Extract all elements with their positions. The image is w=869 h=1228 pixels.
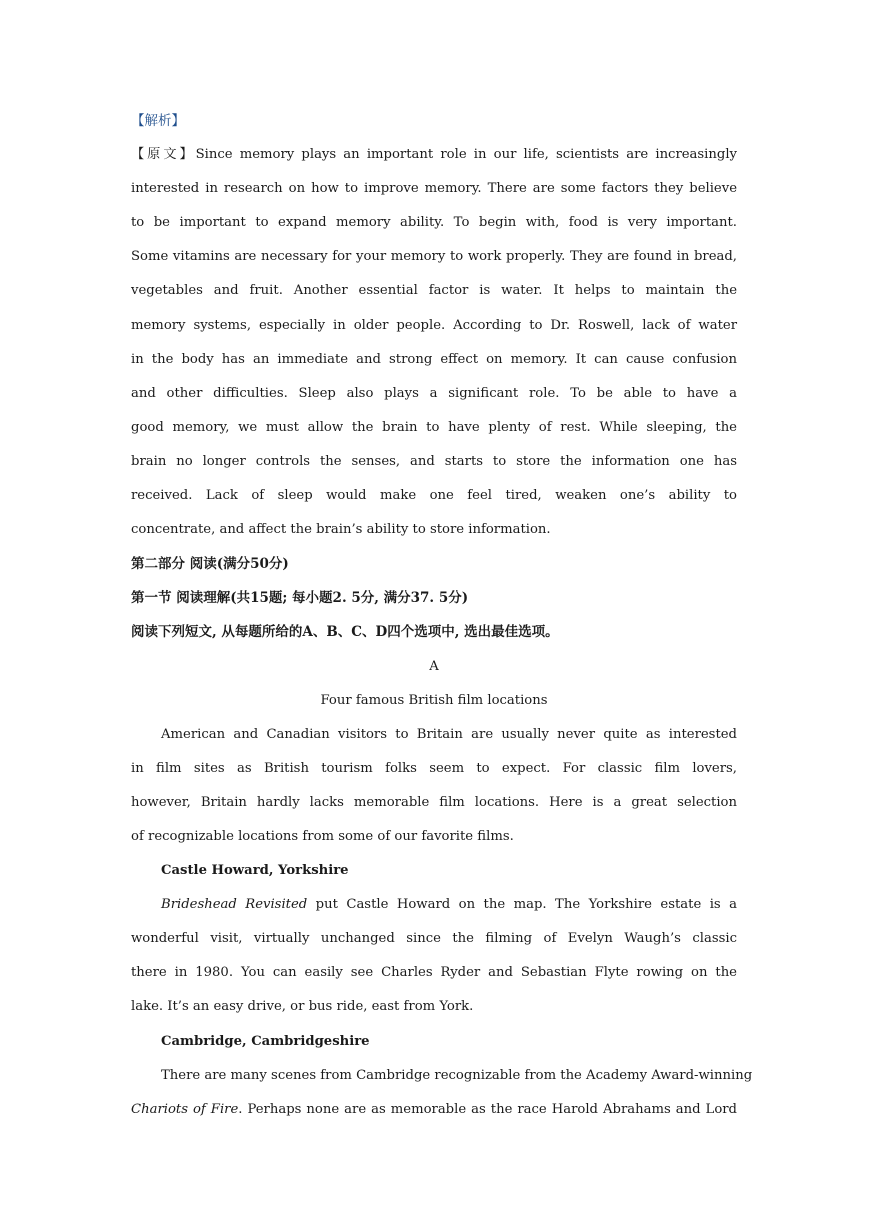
transcript-line: good memory, we must allow the brain to have plenty of rest. While sleeping, the — [131, 419, 737, 435]
location-text-line: There are many scenes from Cambridge recognizable from the Academy Award-winning — [161, 1067, 753, 1083]
transcript-line: brain no longer controls the senses, and starts to store the information one has — [131, 453, 737, 469]
transcript-line: 【原文】Since memory plays an important role in our life, scientists are increasingly — [131, 147, 738, 163]
transcript-line: in the body has an immediate and strong effect on memory. It can cause confusion — [131, 351, 737, 367]
transcript-prefix: 【原文】 — [131, 147, 196, 163]
film-title: Chariots of Fire — [131, 1101, 239, 1117]
film-title: Brideshead Revisited — [161, 897, 308, 913]
transcript-line: concentrate, and affect the brain’s ability to store information. — [131, 522, 551, 538]
location-text-line: there in 1980. You can easily see Charles Ryder and Sebastian Flyte rowing on the — [131, 965, 737, 981]
location-text-line: wonderful visit, virtually unchanged since the filming of Evelyn Waugh’s classic — [131, 931, 737, 947]
transcript-line: Some vitamins are necessary for your memory to work properly. They are found in bread, — [131, 249, 737, 265]
transcript-line: interested in research on how to improve memory. There are some factors they believe — [131, 181, 737, 197]
transcript-line: received. Lack of sleep would make one feel tired, weaken one’s ability to — [131, 488, 737, 504]
transcript-line: to be important to expand memory ability. To begin with, food is very important. — [131, 215, 737, 231]
location-heading-cambridge: Cambridge, Cambridgeshire — [161, 1033, 370, 1049]
location-heading-castle-howard: Castle Howard, Yorkshire — [161, 863, 349, 879]
section-one-title: 第一节 阅读理解(共15题; 每小题2. 5分, 满分37. 5分) — [131, 590, 469, 607]
document-page — [131, 104, 753, 1127]
part-two-title: 第二部分 阅读(满分50分) — [131, 556, 289, 573]
passage-intro-line: American and Canadian visitors to Britain are usually never quite as interested — [161, 726, 737, 742]
location-text-line: Brideshead Revisited put Castle Howard on the map. The Yorkshire estate is a — [161, 897, 737, 913]
reading-instruction: 阅读下列短文, 从每题所给的A、B、C、D四个选项中, 选出最佳选项。 — [131, 624, 559, 641]
transcript-line: and other difficulties. Sleep also plays a significant role. To be able to have a — [131, 385, 737, 401]
passage-intro-line: of recognizable locations from some of our favorite films. — [131, 828, 514, 844]
location-text-line: Chariots of Fire. Perhaps none are as memorable as the race Harold Abrahams and Lord — [131, 1101, 738, 1117]
passage-title: Four famous British film locations — [320, 692, 548, 708]
passage-letter: A — [429, 658, 439, 674]
location-text-line: lake. It’s an easy drive, or bus ride, east from York. — [131, 999, 474, 1015]
transcript-line: vegetables and fruit. Another essential factor is water. It helps to maintain the — [131, 283, 737, 299]
transcript-line: memory systems, especially in older people. According to Dr. Roswell, lack of water — [131, 317, 737, 333]
analysis-label: 【解析】 — [131, 113, 185, 129]
passage-intro-line: in film sites as British tourism folks seem to expect. For classic film lovers, — [131, 760, 737, 776]
passage-intro-line: however, Britain hardly lacks memorable film locations. Here is a great selection — [131, 794, 737, 810]
